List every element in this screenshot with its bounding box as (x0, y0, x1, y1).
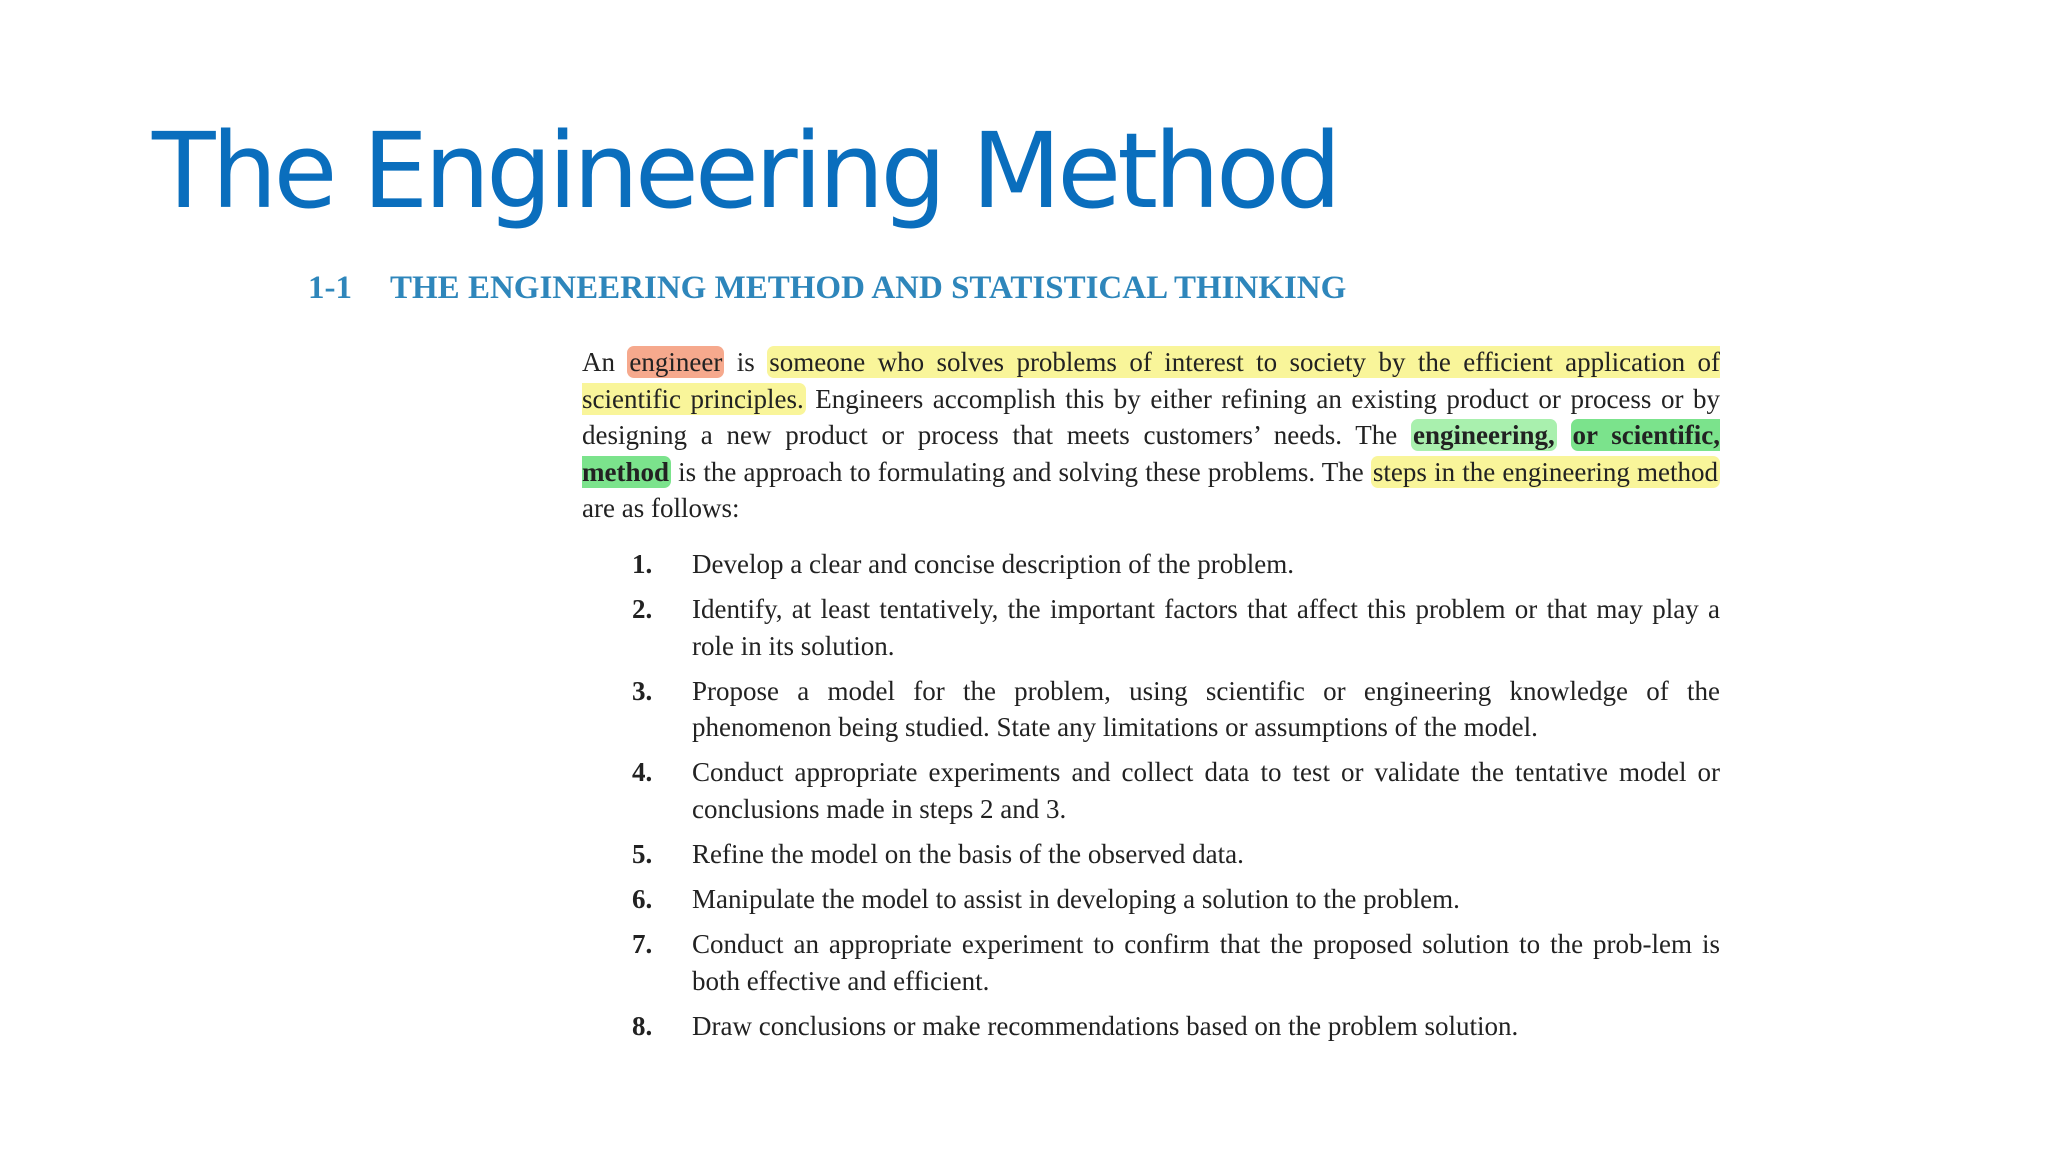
section-heading-text: THE ENGINEERING METHOD AND STATISTICAL THINKING (390, 270, 1347, 306)
step-text: Propose a model for the problem, using scientific or engineering knowledge of the phenomenon being studied. State any limitations or assumptions of the model. (692, 675, 1720, 743)
step-number: 3. (632, 675, 653, 706)
step-number: 6. (632, 884, 653, 915)
text-segment: An (582, 347, 628, 377)
step-item (632, 754, 1720, 827)
step-text: Identify, at least tentatively, the important factors that affect this problem or that may play a role in its solution. (692, 594, 1720, 661)
step-number: 8. (632, 1011, 653, 1042)
step-number: 4. (632, 757, 653, 788)
highlight-engineering-term: engineering, (1413, 420, 1555, 451)
step-text: Draw conclusions or make recommendations based on the problem solution. (692, 1011, 1519, 1042)
step-item (632, 591, 1720, 664)
text-segment: is the approach to formulating and solving these problems. The (671, 456, 1371, 487)
highlight-scientific-method: or scientific, method (582, 420, 1721, 487)
highlight-steps-phrase: steps in the engineering method (1372, 456, 1718, 487)
steps-list (632, 546, 1720, 1053)
step-item (632, 881, 1720, 918)
step-text: Develop a clear and concise description of the problem. (692, 549, 1295, 579)
text-segment: are as follows: (582, 493, 740, 524)
text-segment: Engineers accomplish this by either refining an existing product or process or by designing a new product or process that meets customers’ needs. The (582, 383, 1720, 451)
step-item (632, 926, 1720, 999)
step-text: Conduct an appropriate experiment to confirm that the proposed solution to the prob-lem is both effective and efficient. (692, 929, 1720, 996)
step-text: Manipulate the model to assist in developing a solution to the problem. (692, 884, 1460, 915)
step-text: Conduct appropriate experiments and collect data to test or validate the tentative model or conclusions made in steps 2 and 3. (692, 757, 1720, 825)
step-item (632, 836, 1720, 873)
text-segment: is (724, 347, 768, 377)
step-item (632, 673, 1720, 746)
step-number: 5. (632, 839, 653, 870)
step-text: Refine the model on the basis of the observed data. (692, 839, 1244, 870)
highlight-definition: someone who solves problems of interest to society by the efficient application of scientific principles. (582, 347, 1720, 414)
step-item (632, 1008, 1720, 1045)
step-number: 7. (632, 929, 653, 960)
step-item (632, 546, 1720, 583)
text-segment (1557, 420, 1571, 450)
section-number: 1-1 (308, 270, 352, 306)
section-heading (308, 266, 1346, 310)
intro-paragraph (582, 344, 1720, 527)
slide-title: The Engineering Method (152, 110, 1338, 232)
step-number: 1. (632, 549, 653, 579)
highlight-engineer: engineer (629, 347, 723, 377)
step-number: 2. (632, 594, 653, 625)
